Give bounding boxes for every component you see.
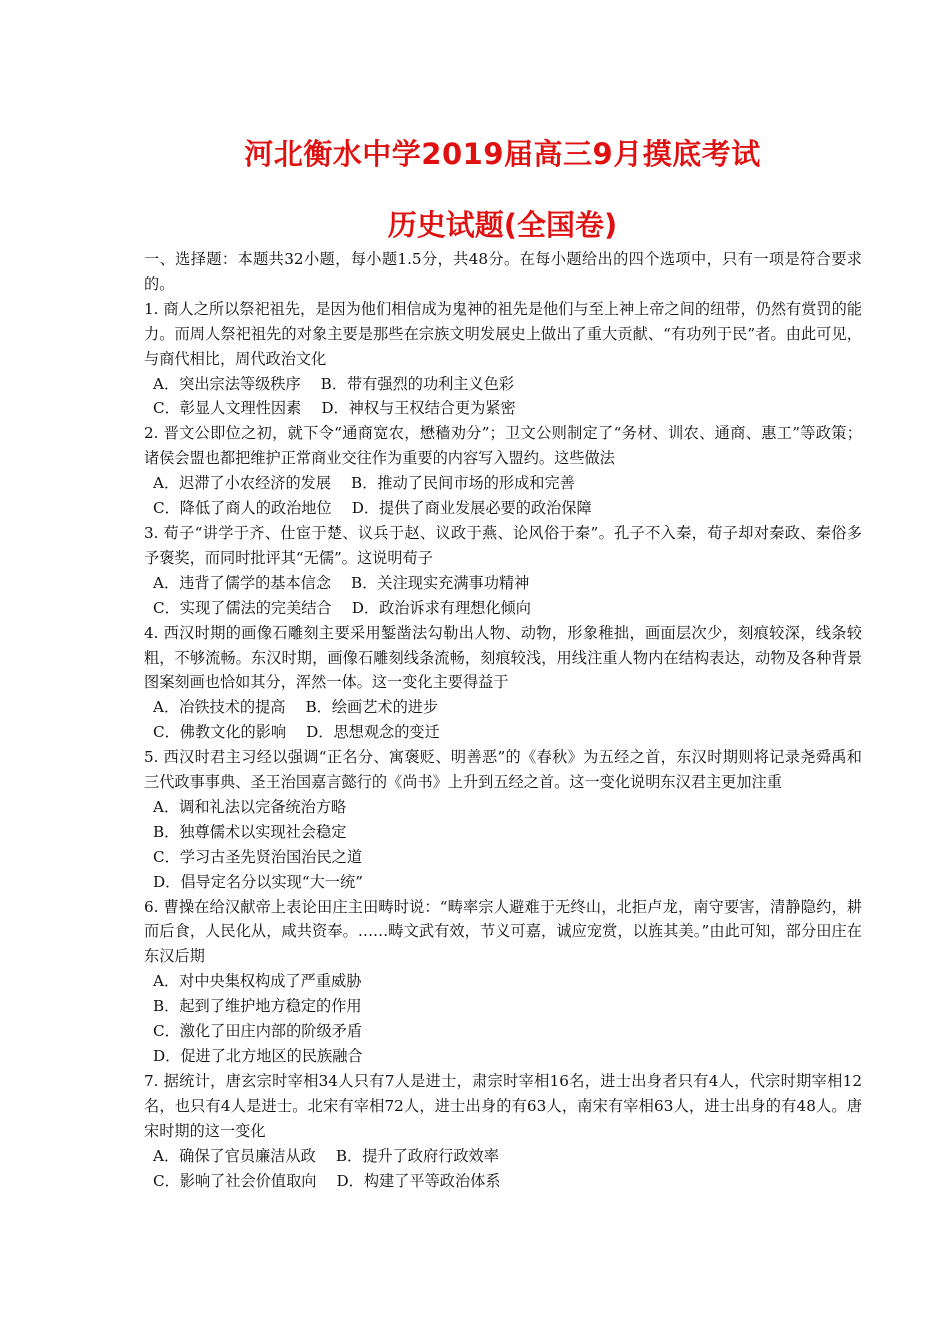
option-a: A．违背了儒学的基本信念	[153, 573, 332, 592]
option-c: C．影响了社会价值取向	[153, 1171, 317, 1190]
option-b: B．带有强烈的功利主义色彩	[320, 374, 515, 393]
option-row	[144, 1169, 862, 1194]
option-d: D．促进了北方地区的民族融合	[153, 1047, 363, 1065]
question-stem: 6. 曹操在给汉献帝上表论田庄主田畴时说：“畴率宗人避难于无终山，北拒卢龙，南守要害，清静隐约，耕而后食，人民化从，咸共资奉。……畴文武有效，节义可嘉，诚应宠赏，以旌其美。”由此可知，部分田庄在东汉后期	[144, 897, 862, 966]
option-c: C．佛教文化的影响	[153, 723, 287, 742]
option-c: C．彰显人文理性因素	[153, 399, 302, 418]
option-b: B．独尊儒术以实现社会稳定	[153, 822, 347, 841]
question-5	[144, 745, 862, 894]
question-1	[144, 297, 862, 422]
option-b: B．关注现实充满事功精神	[351, 573, 530, 592]
option-d: D．神权与王权结合更为紧密	[321, 399, 516, 418]
option-row	[144, 372, 862, 397]
option-a: A．确保了官员廉洁从政	[153, 1146, 316, 1165]
option-d: D．提供了商业发展必要的政治保障	[351, 499, 592, 518]
option-c: C．学习古圣先贤治国治民之道	[153, 847, 363, 866]
question-6	[144, 895, 862, 1069]
option-row	[144, 471, 862, 496]
option-a: A．突出宗法等级秩序	[153, 374, 301, 393]
option-row	[144, 396, 862, 421]
question-2	[144, 421, 862, 521]
question-stem: 3. 荀子“讲学于齐、仕宦于楚、议兵于赵、议政于燕、论风俗于秦”。孔子不入秦，荀子却对秦政、秦俗多予褒奖，而同时批评其“无儒”。这说明荀子	[144, 523, 862, 567]
option-c: C．激化了田庄内部的阶级矛盾	[153, 1022, 363, 1041]
option-row	[144, 695, 862, 720]
option-b: B．提升了政府行政效率	[335, 1146, 499, 1165]
option-d: D．构建了平等政治体系	[336, 1171, 501, 1190]
option-row	[144, 571, 862, 596]
document-subtitle: 历史试题(全国卷)	[387, 208, 618, 242]
question-stem: 7. 据统计，唐玄宗时宰相34人只有7人是进士，肃宗时宰相16名，进士出身者只有4人，代宗时期宰相12名，也只有4人是进士。北宋有宰相72人，进士出身的有63人，南宋有宰相63人，进士出身的有48人。唐宋时期的这一变化	[144, 1071, 862, 1140]
question-3	[144, 521, 862, 621]
option-a: A．对中央集权构成了严重威胁	[153, 972, 362, 991]
option-row	[144, 496, 862, 521]
option-a: A．调和礼法以完备统治方略	[153, 797, 347, 816]
question-stem: 5. 西汉时君主习经以强调“正名分、寓褒贬、明善恶”的《春秋》为五经之首，东汉时期则将记录尧舜禹和三代政事事典、圣王治国嘉言懿行的《尚书》上升到五经之首。这一变化说明东汉君主更加注重	[144, 748, 862, 792]
option-d: D．政治诉求有理想化倾向	[351, 598, 531, 617]
question-stem: 2. 晋文公即位之初，就下令“通商宽农，懋穑劝分”；卫文公则制定了“务材、训农、通商、惠工”等政策；诸侯会盟也都把维护正常商业交往作为重要的内容写入盟约。这些做法	[144, 424, 862, 468]
option-b: B．绘画艺术的进步	[305, 698, 439, 717]
question-stem: 1. 商人之所以祭祀祖先，是因为他们相信成为鬼神的祖先是他们与至上神上帝之间的纽带，仍然有赏罚的能力。而周人祭祀祖先的对象主要是那些在宗族文明发展史上做出了重大贡献、“有功列于民”者。由此可见，与商代相比，周代政治文化	[144, 299, 862, 368]
option-d: D．思想观念的变迁	[306, 723, 440, 742]
option-b: B．起到了维护地方稳定的作用	[153, 997, 362, 1016]
document-title: 河北衡水中学2019届高三9月摸底考试	[244, 137, 761, 171]
question-4	[144, 621, 862, 746]
exam-body	[144, 247, 862, 1193]
question-7	[144, 1069, 862, 1194]
option-row	[144, 1144, 862, 1169]
question-stem: 4. 西汉时期的画像石雕刻主要采用錾凿法勾勒出人物、动物，形象稚拙，画面层次少，刻痕较深，线条较粗，不够流畅。东汉时期，画像石雕刻线条流畅，刻痕较浅，用线注重人物内在结构表达，动物及各种背景图案刻画也恰如其分，浑然一体。这一变化主要得益于	[144, 623, 862, 692]
option-row	[144, 720, 862, 745]
section-intro: 一、选择题：本题共32小题，每小题1.5分，共48分。在每小题给出的四个选项中，只有一项是符合要求的。	[144, 250, 862, 293]
option-b: B．推动了民间市场的形成和完善	[351, 474, 575, 493]
option-a: A．冶铁技术的提高	[153, 698, 286, 717]
option-row	[144, 596, 862, 621]
option-c: C．降低了商人的政治地位	[153, 499, 332, 518]
option-c: C．实现了儒法的完美结合	[153, 598, 332, 617]
option-d: D．倡导定名分以实现“大一统”	[153, 872, 363, 891]
option-a: A．迟滞了小农经济的发展	[153, 474, 332, 493]
